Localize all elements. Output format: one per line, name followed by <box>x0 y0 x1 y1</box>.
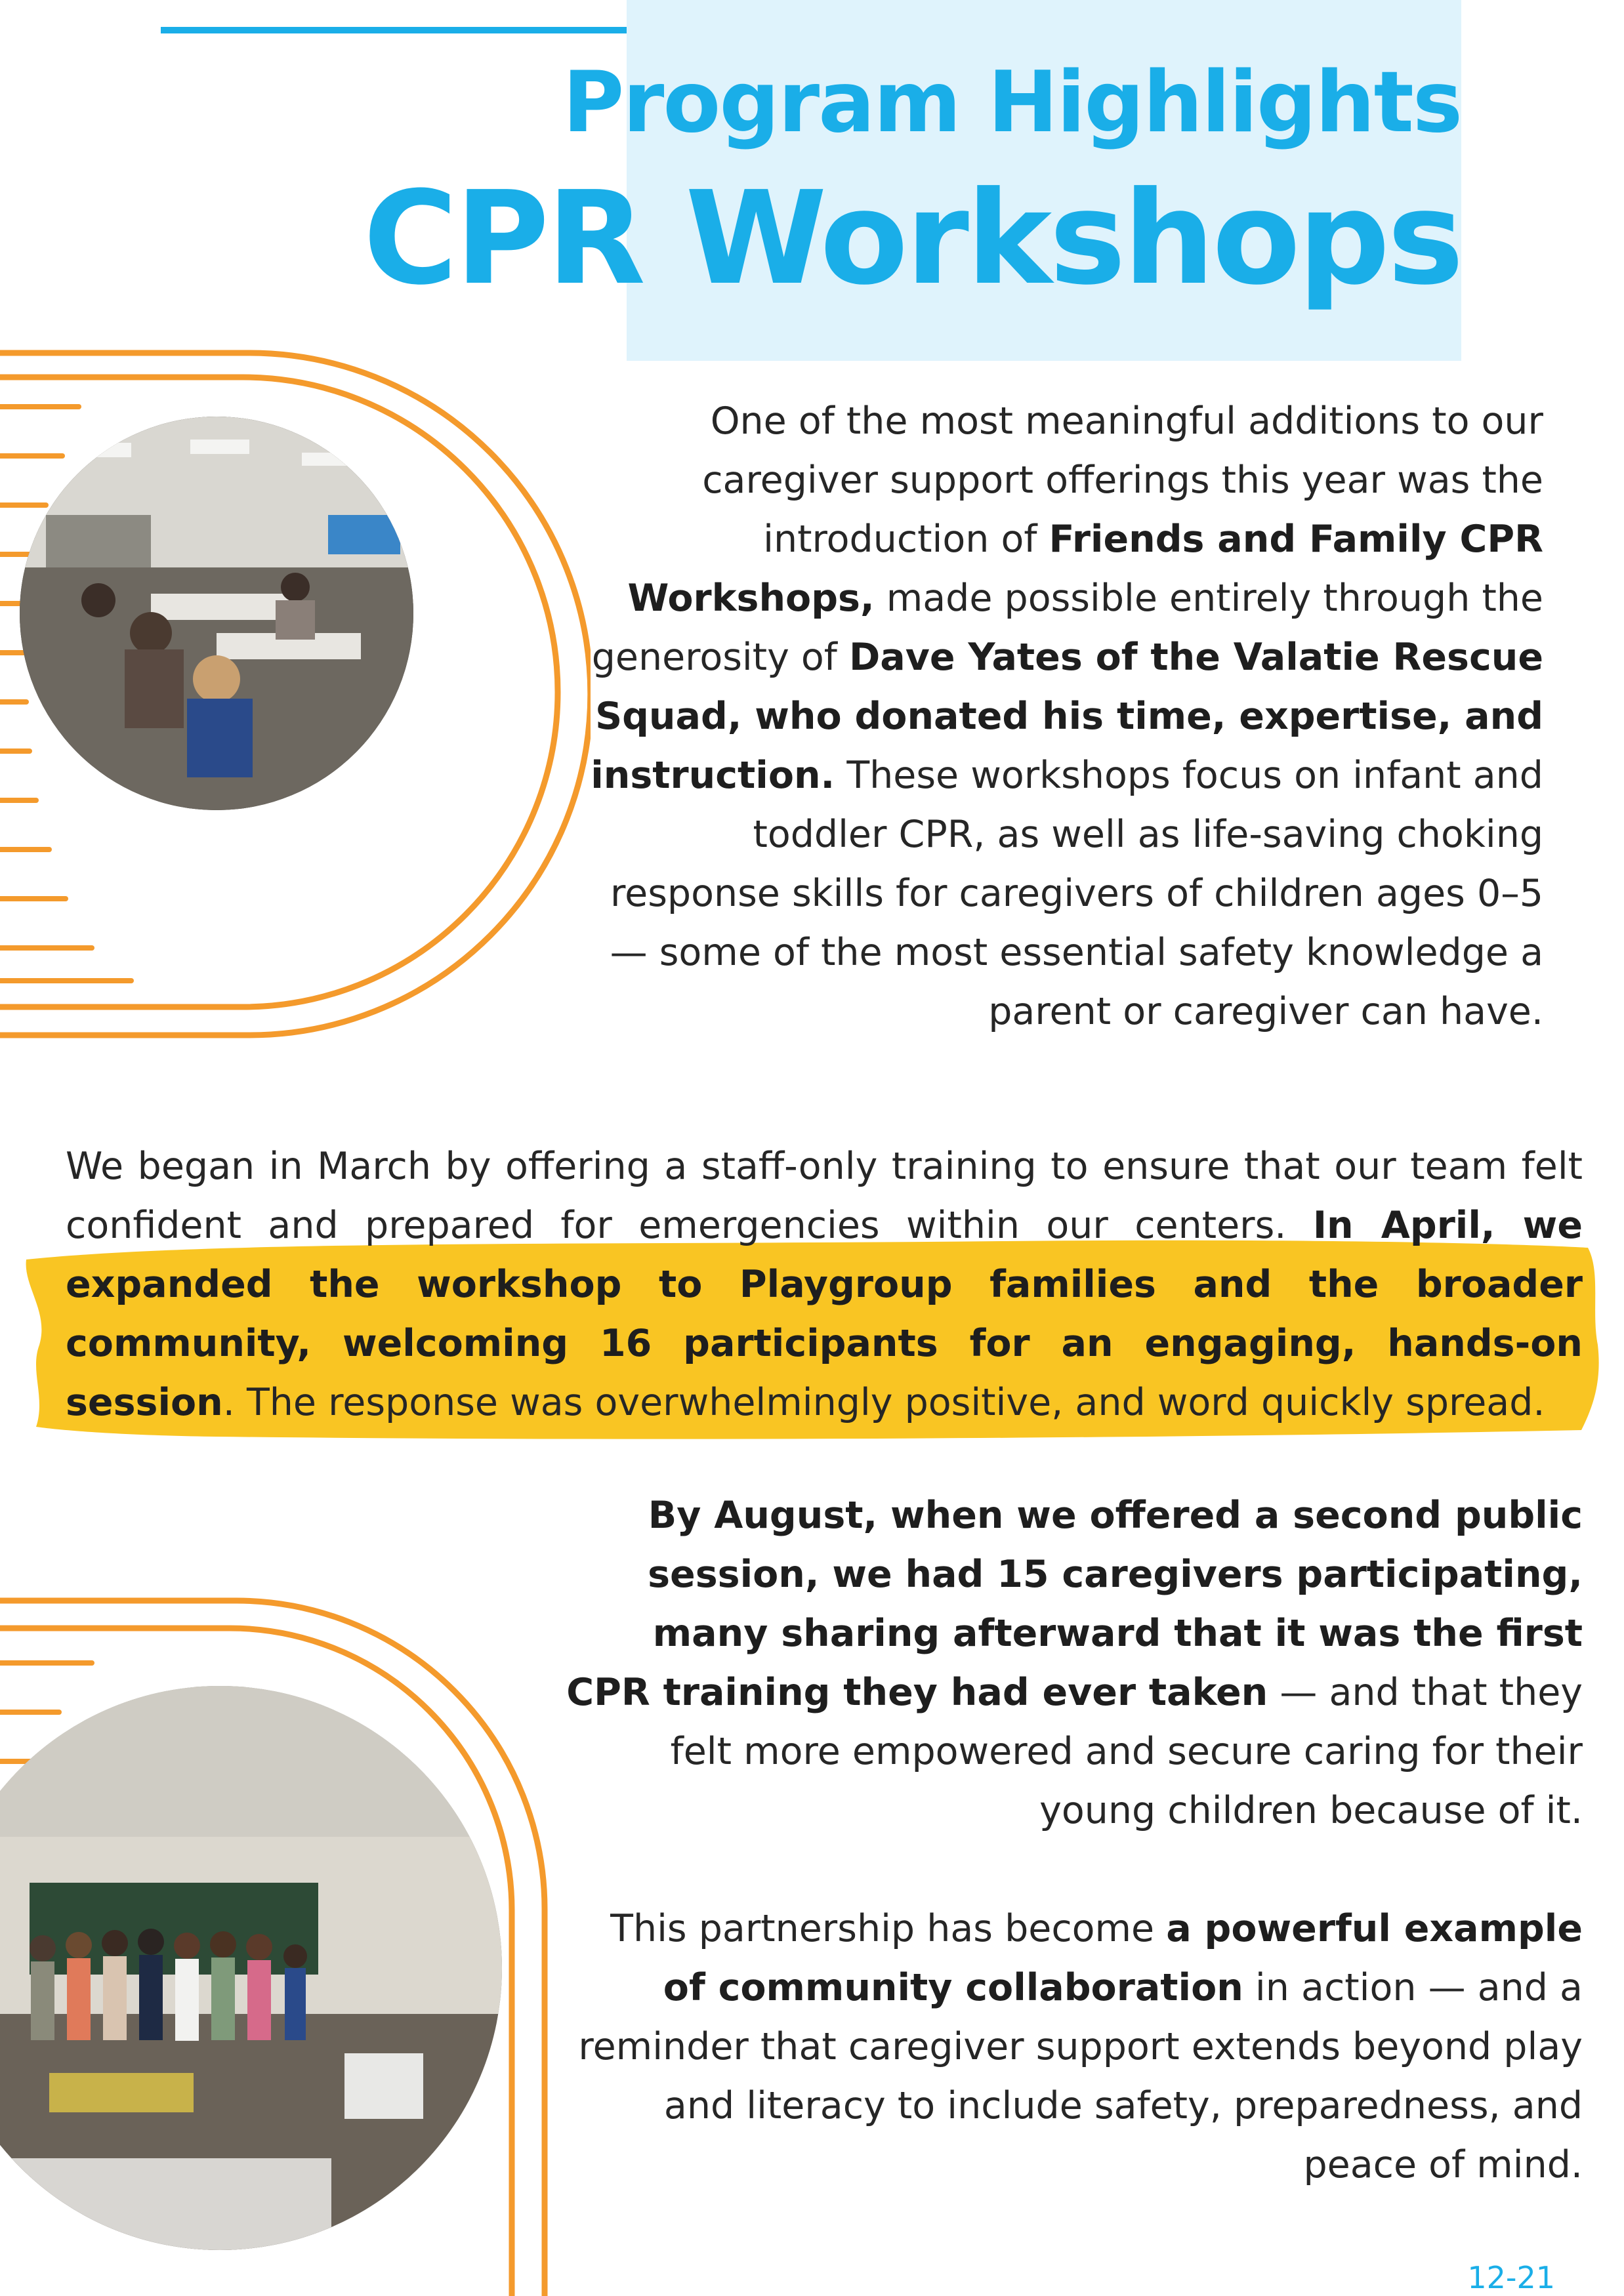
partnership-text-2: in action — and a reminder that caregiver support extends beyond play and literacy to include safety, preparedness, and peace of mind. <box>578 1966 1583 2186</box>
partnership-text-1: This partnership has become <box>610 1907 1167 1950</box>
august-paragraph <box>558 1486 1583 1840</box>
expansion-paragraph <box>66 1137 1583 1432</box>
intro-text-1: One of the most meaningful additions to our caregiver support offerings this year was the introduction of <box>702 400 1543 561</box>
header-rule <box>161 27 627 33</box>
august-text-1: — and that they felt more empowered and secure caring for their young children because of it. <box>670 1671 1583 1832</box>
expansion-text-1: We began in March by offering a staff-only training to ensure that our team felt confident and prepared for emergencies within our centers. <box>66 1145 1583 1247</box>
page-title: CPR Workshops <box>363 164 1461 314</box>
intro-paragraph <box>591 392 1543 1041</box>
intro-bold-2: Dave Yates of the Valatie Rescue Squad, who donated his time, expertise, and instruction. <box>591 636 1543 797</box>
expansion-text-2: . The response was overwhelmingly positive, and word quickly spread. <box>222 1381 1545 1424</box>
august-bold-1: By August, when we offered a second public session, we had 15 caregivers participating, many sharing afterward that it was the first CPR training they had ever taken <box>566 1494 1583 1714</box>
intro-bold-1: Friends and Family CPR Workshops, <box>627 518 1543 620</box>
intro-text-3: These workshops focus on infant and toddler CPR, as well as life-saving choking response skills for caregivers of children ages 0–5 — some of the most essential safety knowledge a parent or caregiver can have. <box>610 754 1543 1033</box>
partnership-paragraph <box>558 1899 1583 2194</box>
intro-text-2: made possible entirely through the generosity of <box>591 577 1543 679</box>
expansion-bold-1: In April, we expanded the workshop to Playgroup families and the broader community, welcoming 16 participants for an engaging, hands-on session <box>66 1204 1583 1424</box>
partnership-bold-1: a powerful example of community collaboration <box>663 1907 1583 2009</box>
classroom-photo <box>20 417 413 810</box>
section-kicker: Program Highlights <box>562 54 1461 152</box>
page-number: 12-21 <box>1467 2260 1555 2295</box>
